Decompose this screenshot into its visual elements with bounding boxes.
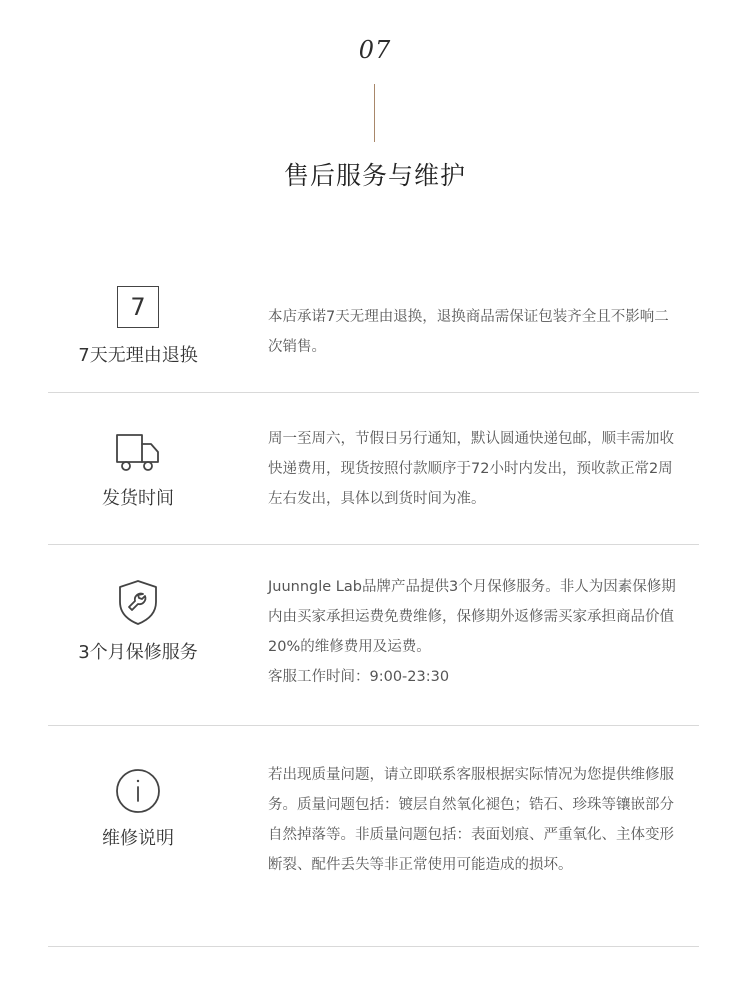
section-title: 售后服务与维护 (283, 161, 466, 190)
policy-label: 维修说明 (102, 828, 174, 849)
policy-item-delivery (48, 430, 699, 540)
policy-description: 周一至周六，节假日另行通知，默认圆通快递包邮，顺丰需加收快递费用，现货按照付款顺序于72小时内发出，预收款正常2周左右发出，具体以到货时间为准。 (268, 431, 674, 507)
policy-description: 若出现质量问题，请立即联系客服根据实际情况为您提供维修服务。质量问题包括：镀层自然氧化褪色；锆石、珍珠等镶嵌部分自然掉落等。非质量问题包括：表面划痕、严重氧化、主体变形断裂、配件丢失等非正常使用可能造成的损坏。 (268, 767, 674, 873)
policy-item-repair (48, 768, 699, 938)
policy-description: 本店承诺7天无理由退换，退换商品需保证包装齐全且不影响二次销售。 (268, 309, 669, 355)
shield-wrench-icon (116, 578, 160, 628)
divider (48, 725, 699, 726)
divider (48, 392, 699, 393)
divider (48, 946, 699, 947)
policy-label: 发货时间 (102, 488, 174, 509)
info-icon (115, 768, 161, 814)
policy-description: Juunngle Lab品牌产品提供3个月保修服务。非人为因素保修期内由买家承担运费免费维修，保修期外返修需买家承担商品价值20%的维修费用及运费。 客服工作时间：9:00-23:30 (268, 572, 678, 692)
service-hours: 客服工作时间：9:00-23:30 (268, 669, 450, 685)
seven-days-icon: 7 (117, 286, 159, 328)
policy-label: 3个月保修服务 (78, 642, 198, 663)
header-divider-line (374, 84, 375, 142)
policy-item-return (48, 286, 699, 386)
section-number: 07 (358, 36, 392, 64)
policy-item-warranty (48, 578, 699, 718)
delivery-truck-icon (113, 430, 163, 474)
divider (48, 544, 699, 545)
policy-label: 7天无理由退换 (78, 345, 198, 366)
